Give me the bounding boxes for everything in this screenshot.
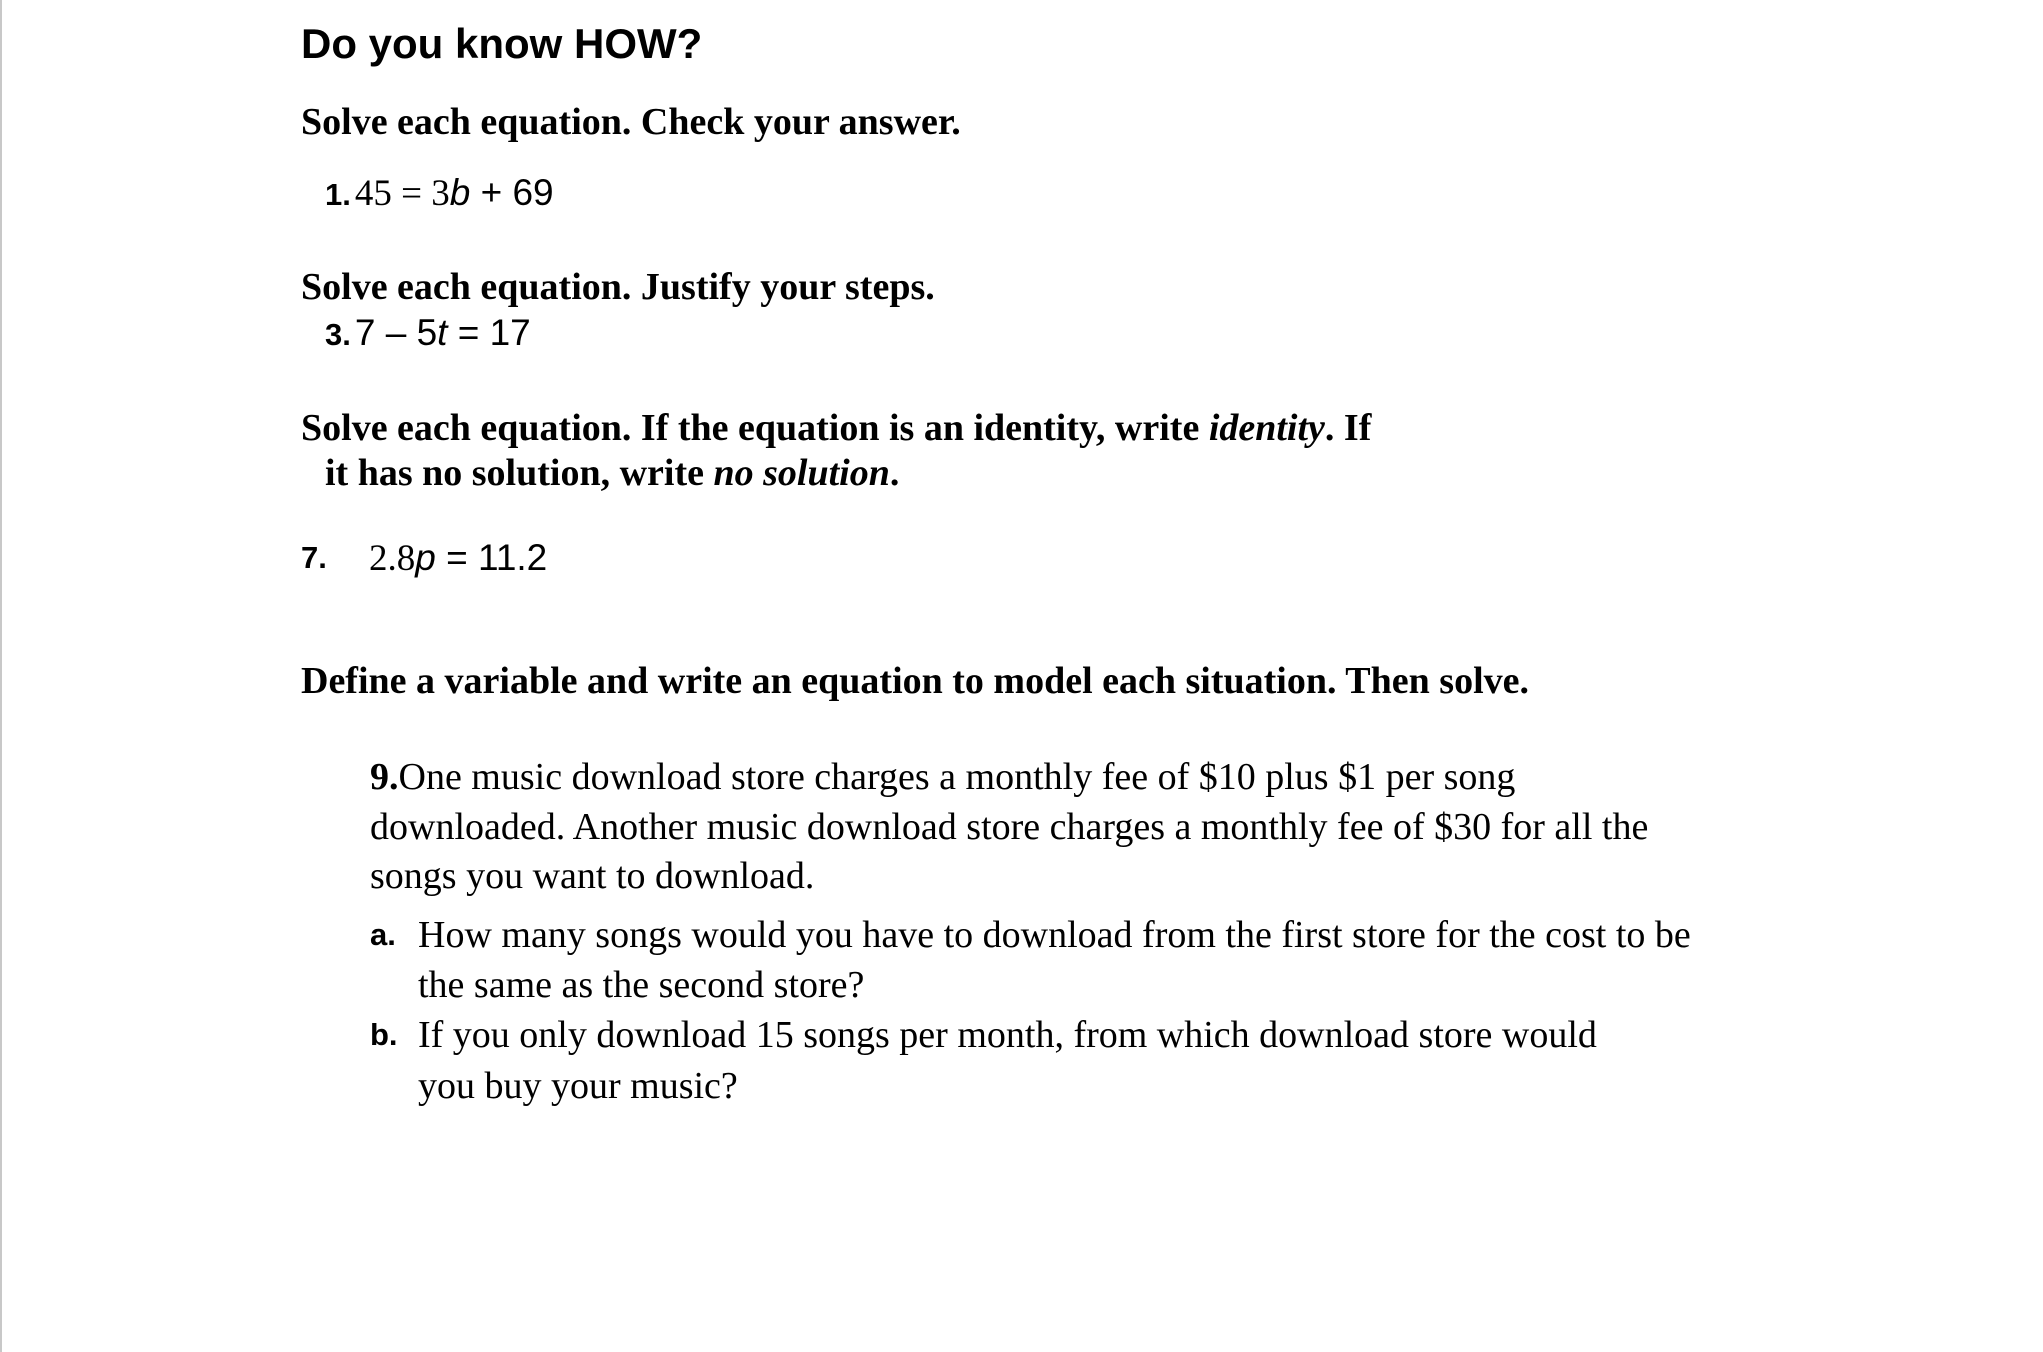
problem-9-line-1 (370, 752, 1515, 802)
equation-left: 7 – 5 (354, 312, 438, 353)
equation-variable: t (437, 312, 448, 353)
part-a-line-1: How many songs would you have to download from the first store for the cost to be (418, 914, 1691, 956)
part-a-label: a. (370, 917, 396, 952)
equation-right: = 11.2 (435, 537, 548, 578)
equation-variable: b (449, 172, 471, 213)
directions-justify-steps: Solve each equation. Justify your steps. (301, 266, 935, 308)
directions-identity-line-2 (325, 448, 899, 498)
equation-right: + 69 (470, 172, 554, 213)
problem-number: 1. (325, 177, 351, 212)
part-b-line-1: If you only download 15 songs per month, from which download store would (418, 1014, 1597, 1056)
directions-text: it has no solution, write (325, 452, 714, 494)
page-left-border (0, 0, 2, 1352)
problem-7-equation (369, 533, 547, 583)
directions-text: . (889, 452, 900, 494)
directions-italic: identity (1208, 407, 1325, 449)
directions-identity-line-1 (301, 403, 1371, 453)
problem-number: 9. (370, 756, 399, 798)
problem-9-line-3: songs you want to download. (370, 855, 815, 897)
problem-7 (301, 533, 327, 583)
problem-1 (325, 168, 554, 218)
equation-right: = 17 (447, 312, 531, 353)
problem-text: One music download store charges a monthly fee of $10 plus $1 per song (398, 756, 1516, 798)
directions-check-answer: Solve each equation. Check your answer. (301, 101, 961, 143)
equation-left: 45 = 3 (354, 173, 450, 214)
directions-text: . If (1324, 407, 1372, 449)
part-b-label: b. (370, 1017, 398, 1052)
page-heading: Do you know HOW? (301, 20, 703, 67)
equation-variable: p (415, 537, 436, 578)
directions-italic: no solution (713, 452, 890, 494)
directions-model-situation: Define a variable and write an equation to model each situation. Then solve. (301, 660, 1529, 702)
problem-9-line-2: downloaded. Another music download store charges a monthly fee of $30 for all the (370, 806, 1649, 848)
problem-number: 3. (325, 317, 351, 352)
problem-3 (325, 308, 531, 358)
part-a-line-2: the same as the second store? (418, 964, 865, 1006)
problem-number: 7. (301, 540, 327, 575)
directions-text: Solve each equation. If the equation is an identity, write (301, 407, 1209, 449)
equation-left: 2.8 (369, 538, 416, 579)
part-b-line-2: you buy your music? (418, 1065, 738, 1107)
